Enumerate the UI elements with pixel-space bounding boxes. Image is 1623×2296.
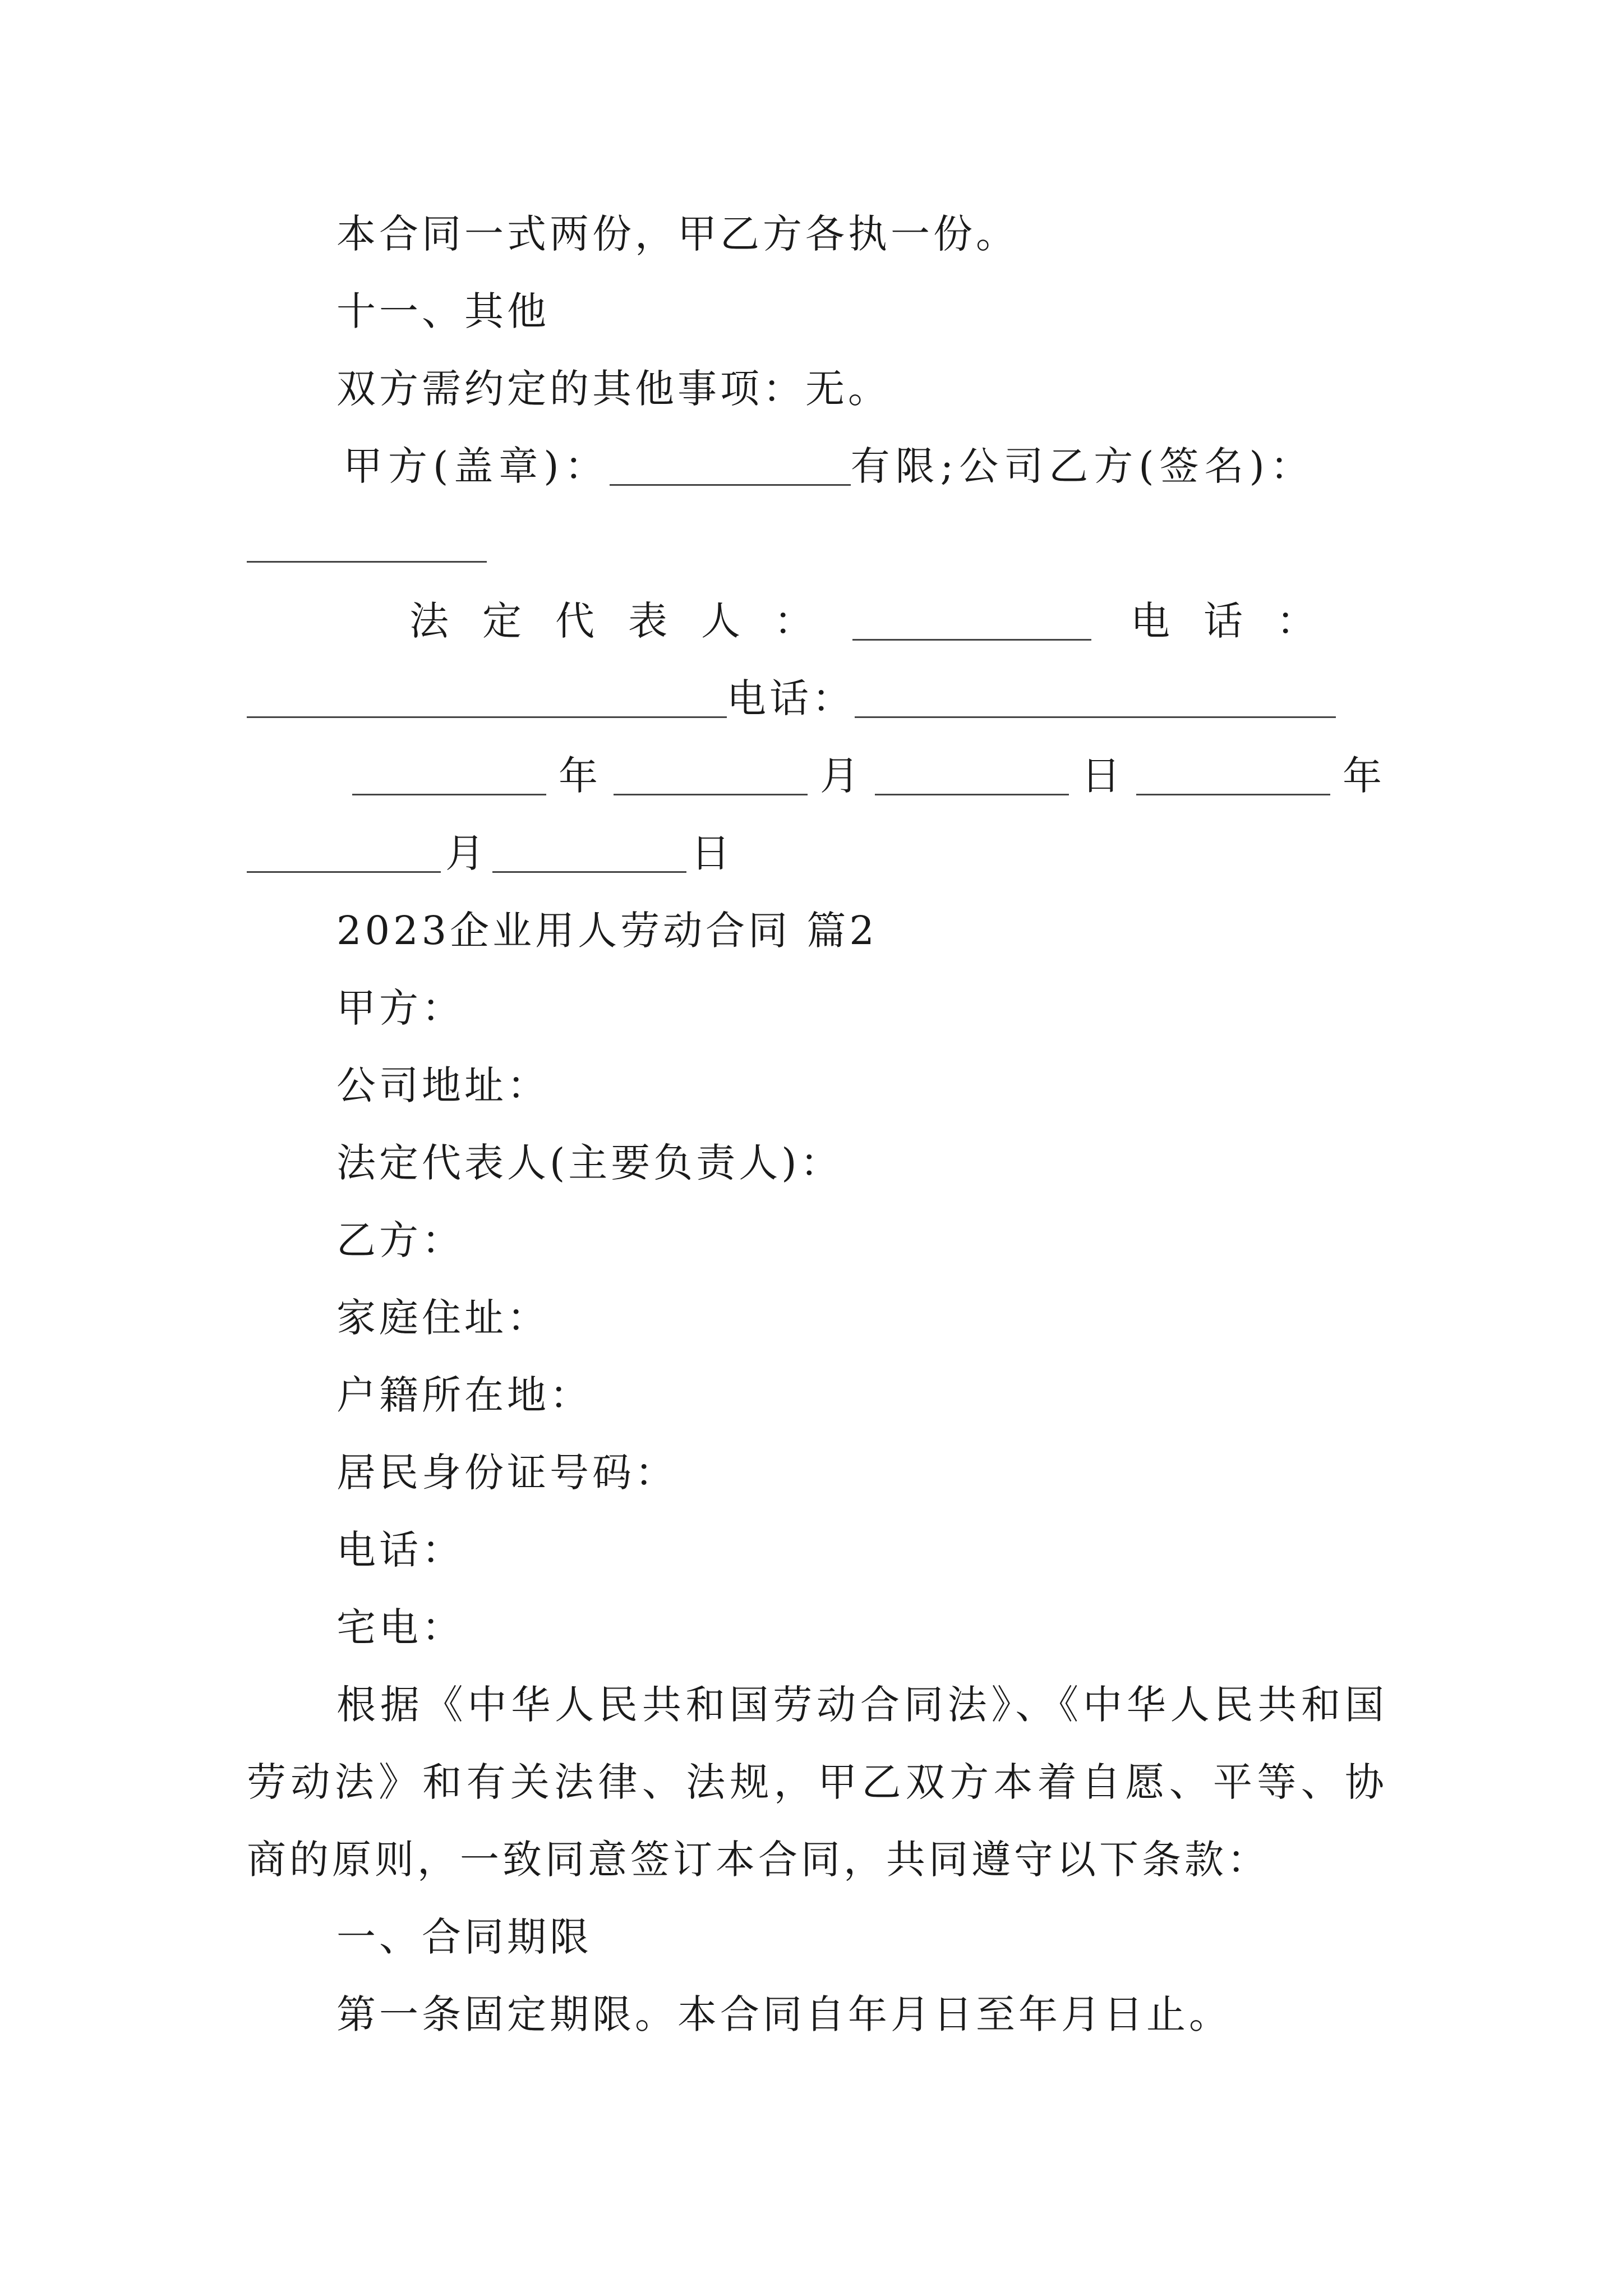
phone-label: 电话： <box>336 1527 464 1573</box>
section-heading-term: 一、合同期限 <box>336 1914 592 1960</box>
party-b-label: 乙方： <box>336 1217 464 1263</box>
phone-a-blank <box>247 682 727 718</box>
company-address-label: 公司地址： <box>336 1062 550 1108</box>
phone-label-a: 电话： <box>1131 598 1349 644</box>
month-b-blank <box>247 836 441 873</box>
clause-other-matters: 双方需约定的其他事项：无。 <box>336 366 891 412</box>
home-phone-label: 宅电： <box>336 1604 464 1650</box>
preamble-line-2: 劳动法》和有关法律、法规，甲乙双方本着自愿、平等、协 <box>247 1759 1387 1805</box>
month-a-label: 月 <box>820 753 863 799</box>
legal-rep-label: 法定代表人： <box>409 598 847 644</box>
home-address-label: 家庭住址： <box>336 1295 550 1341</box>
day-a-label: 日 <box>1081 753 1124 799</box>
legal-representative-label: 法定代表人(主要负责人)： <box>336 1140 843 1186</box>
signature-line-parties <box>343 443 1387 489</box>
year-b-blank <box>1136 759 1330 795</box>
preamble-line-1: 根据《中华人民共和国劳动合同法》、《中华人民共和国 <box>336 1682 1387 1728</box>
party-a-seal-label: 甲方(盖章)： <box>343 443 610 489</box>
signature-line-rep <box>409 598 1387 644</box>
signature-line-phones <box>247 675 1387 721</box>
day-b-label: 日 <box>691 830 734 876</box>
party-b-sign-blank <box>247 561 487 563</box>
month-b-label: 月 <box>445 830 488 876</box>
date-line-2 <box>247 830 1387 876</box>
phone-label-b: 电话： <box>727 675 855 721</box>
month-a-blank <box>614 759 808 795</box>
section-heading-other: 十一、其他 <box>336 288 550 334</box>
party-a-label: 甲方： <box>336 985 464 1031</box>
day-b-blank <box>492 836 686 873</box>
preamble-line-3: 商的原则，一致同意签订本合同，共同遵守以下条款： <box>247 1837 1270 1883</box>
contract-heading: 2023企业用人劳动合同 篇2 <box>336 908 878 954</box>
day-a-blank <box>875 759 1069 795</box>
household-registration-label: 户籍所在地： <box>336 1372 592 1418</box>
article-fixed-term: 第一条固定期限。本合同自年月日至年月日止。 <box>336 1991 1232 2037</box>
clause-copies: 本合同一式两份，甲乙方各执一份。 <box>336 211 1018 257</box>
legal-rep-blank <box>852 604 1091 641</box>
party-b-sign-label: 有限;公司乙方(签名)： <box>850 443 1315 489</box>
date-line-1 <box>352 753 1387 799</box>
phone-b-blank <box>855 682 1336 718</box>
party-a-seal-blank <box>610 449 851 486</box>
year-a-label: 年 <box>559 753 601 799</box>
year-b-label: 年 <box>1343 753 1385 799</box>
year-a-blank <box>352 759 546 795</box>
id-number-label: 居民身份证号码： <box>336 1450 677 1496</box>
